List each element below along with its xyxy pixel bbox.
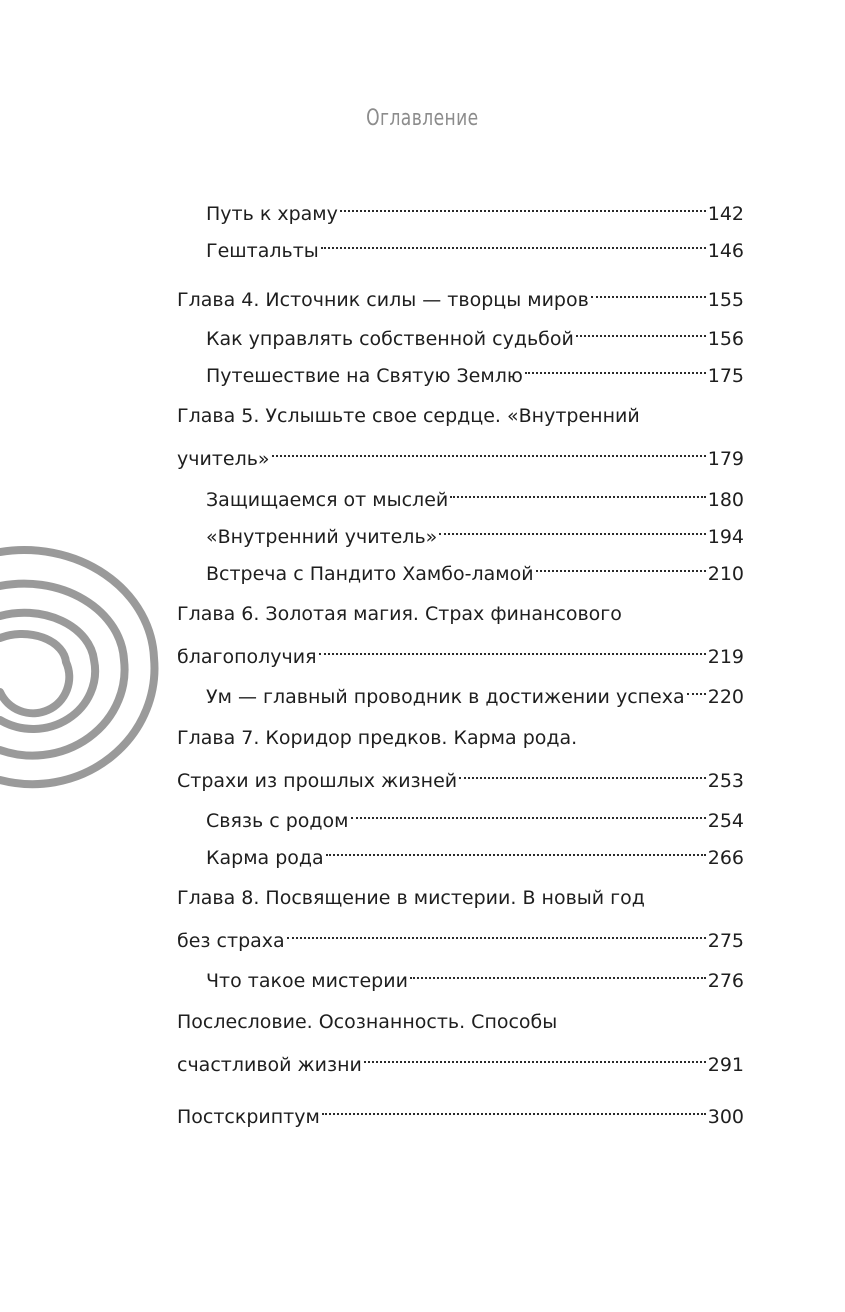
toc-leader-dots bbox=[319, 633, 706, 663]
toc-entry-page: 210 bbox=[707, 563, 744, 585]
toc-entry-title-line1[interactable]: Глава 7. Коридор предков. Карма рода. bbox=[177, 727, 578, 749]
toc-entry[interactable] bbox=[206, 797, 744, 832]
toc-entry[interactable] bbox=[177, 917, 744, 952]
toc-leader-dots bbox=[591, 276, 706, 306]
toc-entry-page: 300 bbox=[707, 1106, 744, 1128]
toc-entry-title: Гештальты bbox=[206, 240, 319, 262]
toc-leader-dots bbox=[340, 190, 706, 220]
page-title: Оглавление bbox=[366, 106, 479, 131]
toc-entry[interactable] bbox=[206, 352, 744, 387]
toc-leader-dots bbox=[272, 435, 706, 465]
toc-entry[interactable] bbox=[206, 673, 744, 708]
toc-entry[interactable] bbox=[177, 757, 744, 792]
toc-entry-page: 219 bbox=[707, 646, 744, 668]
toc-entry-page: 142 bbox=[707, 203, 744, 225]
toc-entry[interactable] bbox=[177, 633, 744, 668]
toc-entry[interactable] bbox=[206, 957, 744, 992]
toc-leader-dots bbox=[536, 550, 706, 580]
toc-entry-title: Встреча с Пандито Хамбо-ламой bbox=[206, 563, 534, 585]
toc-entry-title: Постскриптум bbox=[177, 1106, 320, 1128]
toc-entry-page: 253 bbox=[707, 770, 744, 792]
toc-entry-title-line1[interactable]: Послесловие. Осознанность. Способы bbox=[177, 1011, 558, 1033]
toc-entry[interactable] bbox=[206, 550, 744, 585]
toc-entry-title: Связь с родом bbox=[206, 810, 349, 832]
toc-entry-title: без страха bbox=[177, 930, 285, 952]
toc-entry[interactable] bbox=[206, 227, 744, 262]
toc-entry-page: 180 bbox=[707, 489, 744, 511]
toc-entry-title: благополучия bbox=[177, 646, 317, 668]
toc-entry-page: 276 bbox=[707, 970, 744, 992]
toc-entry-page: 266 bbox=[707, 847, 744, 869]
toc-leader-dots bbox=[326, 834, 706, 864]
toc-entry-title: Страхи из прошлых жизней bbox=[177, 770, 458, 792]
toc-leader-dots bbox=[450, 476, 705, 506]
toc-entry-page: 156 bbox=[707, 328, 744, 350]
toc-entry-title: Что такое мистерии bbox=[206, 970, 408, 992]
toc-leader-dots bbox=[576, 315, 706, 345]
toc-leader-dots bbox=[687, 673, 706, 703]
toc-entry-page: 254 bbox=[707, 810, 744, 832]
toc-entry-title: Карма рода bbox=[206, 847, 324, 869]
toc-entry[interactable] bbox=[177, 1093, 744, 1128]
toc-entry-title: «Внутренний учитель» bbox=[206, 526, 438, 548]
toc-entry-page: 175 bbox=[707, 365, 744, 387]
toc-entry-title-line1[interactable]: Глава 6. Золотая магия. Страх финансового bbox=[177, 603, 622, 625]
toc-entry-title: счастливой жизни bbox=[177, 1054, 362, 1076]
toc-entry[interactable] bbox=[206, 513, 744, 548]
toc-leader-dots bbox=[410, 957, 706, 987]
toc-entry[interactable] bbox=[177, 1041, 744, 1076]
toc-entry-title: Как управлять собственной судьбой bbox=[206, 328, 574, 350]
toc-entry-title: Защищаемся от мыслей bbox=[206, 489, 449, 511]
toc-entry[interactable] bbox=[206, 834, 744, 869]
toc-entry-page: 155 bbox=[707, 289, 744, 311]
toc-entry[interactable] bbox=[206, 190, 744, 225]
toc-entry-title-line1[interactable]: Глава 5. Услышьте свое сердце. «Внутренний bbox=[177, 405, 640, 427]
toc-leader-dots bbox=[459, 757, 706, 787]
toc-leader-dots bbox=[321, 227, 706, 257]
toc-entry-title: Ум — главный проводник в достижении успеха bbox=[206, 686, 685, 708]
toc-entry-title: Путь к храму bbox=[206, 203, 338, 225]
toc-leader-dots bbox=[525, 352, 706, 382]
toc-entry-page: 291 bbox=[707, 1054, 744, 1076]
spiral-ornament-icon bbox=[0, 530, 170, 790]
toc-entry[interactable] bbox=[206, 315, 744, 350]
toc-entry-page: 194 bbox=[707, 526, 744, 548]
toc-entry[interactable] bbox=[206, 476, 744, 511]
toc-entry[interactable] bbox=[177, 435, 744, 470]
toc-entry[interactable] bbox=[177, 276, 744, 311]
toc-entry-page: 275 bbox=[707, 930, 744, 952]
toc-entry-page: 220 bbox=[707, 686, 744, 708]
toc-entry-page: 146 bbox=[707, 240, 744, 262]
toc-leader-dots bbox=[287, 917, 706, 947]
toc-entry-title: Путешествие на Святую Землю bbox=[206, 365, 523, 387]
toc-entry-title: учитель» bbox=[177, 448, 270, 470]
toc-entry-page: 179 bbox=[707, 448, 744, 470]
toc-entry-title-line1[interactable]: Глава 8. Посвящение в мистерии. В новый год bbox=[177, 887, 645, 909]
toc-leader-dots bbox=[439, 513, 705, 543]
toc-entry-title: Глава 4. Источник силы — творцы миров bbox=[177, 289, 589, 311]
toc-leader-dots bbox=[364, 1041, 706, 1071]
toc-leader-dots bbox=[351, 797, 706, 827]
spiral-ornament-path bbox=[0, 634, 69, 713]
toc-leader-dots bbox=[322, 1093, 706, 1123]
